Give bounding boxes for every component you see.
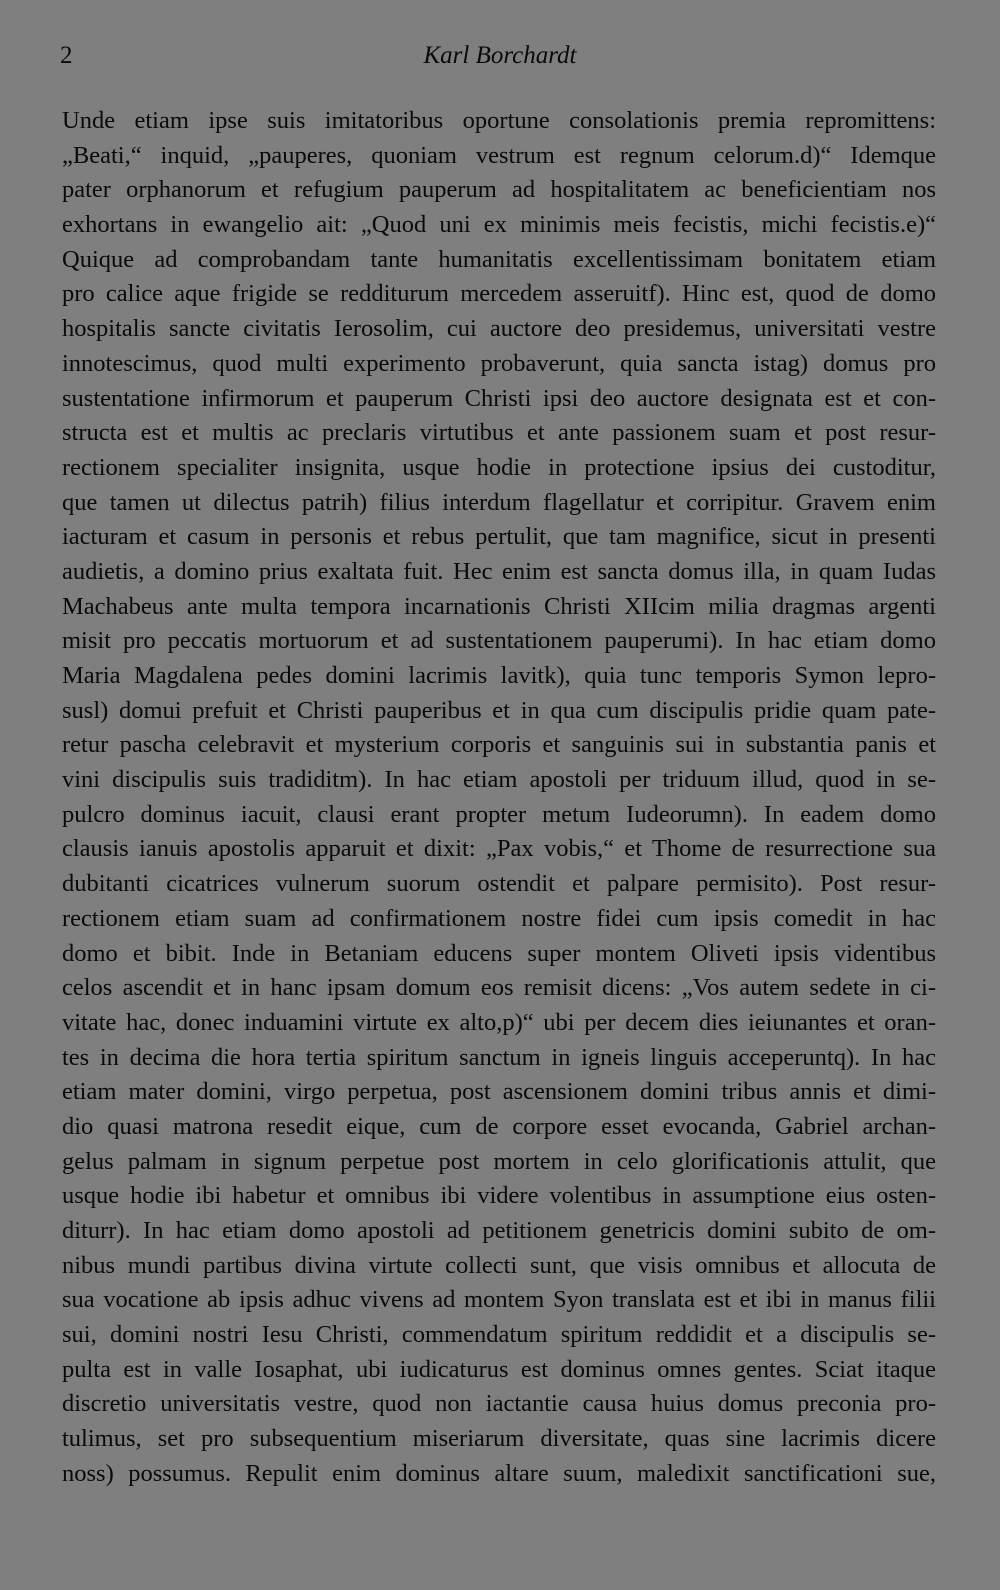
text-line: que tamen ut dilectus patrih) filius interdum flagellatur et corripitur. Gravem enim	[62, 488, 936, 516]
text-line: Quique ad comprobandam tante humanitatis excellentissimam bonitatem etiam	[62, 245, 936, 273]
text-line: retur pascha celebravit et mysterium corporis et sanguinis sui in substantia panis et	[62, 731, 936, 759]
text-line: pater orphanorum et refugium pauperum ad hospitalitatem ac beneficientiam nos	[62, 176, 936, 204]
text-line: innotescimus, quod multi experimento probaverunt, quia sancta istag) domus pro	[62, 349, 936, 377]
text-line: Maria Magdalena pedes domini lacrimis lavitk), quia tunc temporis Symon lepro-	[62, 662, 936, 689]
running-head: Karl Borchardt	[423, 42, 577, 69]
text-line: exhortans in ewangelio ait: „Quod uni ex minimis meis fecistis, michi fecistis.e)“	[62, 211, 936, 239]
text-line: rectionem etiam suam ad confirmationem nostre fidei cum ipsis comedit in hac	[62, 904, 936, 932]
page-number: 2	[60, 42, 73, 69]
text-line: discretio universitatis vestre, quod non iactantie causa huius domus preconia pro-	[62, 1390, 936, 1418]
text-line: sua vocatione ab ipsis adhuc vivens ad montem Syon translata est et ibi in manus filii	[62, 1286, 936, 1314]
text-line: Unde etiam ipse suis imitatoribus oportune consolationis premia repromittens:	[62, 107, 936, 134]
page-header	[0, 38, 1000, 78]
text-line: Machabeus ante multa tempora incarnationis Christi XIIcim milia dragmas argenti	[62, 592, 936, 620]
text-line: clausis ianuis apostolis apparuit et dixit: „Pax vobis,“ et Thome de resurrectione sua	[62, 835, 936, 863]
text-line: usque hodie ibi habetur et omnibus ibi videre volentibus in assumptione eius osten-	[62, 1182, 936, 1210]
text-line: susl) domui prefuit et Christi pauperibus et in qua cum discipulis pridie quam pate-	[62, 696, 936, 724]
text-line: domo et bibit. Inde in Betaniam educens super montem Oliveti ipsis videntibus	[62, 939, 936, 967]
text-line: structa est et multis ac preclaris virtutibus et ante passionem suam et post resur-	[62, 419, 936, 447]
text-line: diturr). In hac etiam domo apostoli ad petitionem genetricis domini subito de om-	[62, 1217, 936, 1244]
text-line: nibus mundi partibus divina virtute collecti sunt, que visis omnibus et allocuta de	[62, 1251, 936, 1279]
text-line: etiam mater domini, virgo perpetua, post ascensionem domini tribus annis et dimi-	[62, 1078, 936, 1106]
text-line: rectionem specialiter insignita, usque hodie in protectione ipsius dei custoditur,	[62, 453, 936, 481]
text-line: iacturam et casum in personis et rebus pertulit, que tam magnifice, sicut in presenti	[62, 523, 936, 551]
text-line: dubitanti cicatrices vulnerum suorum ostendit et palpare permisito). Post resur-	[62, 870, 936, 898]
text-line: „Beati,“ inquid, „pauperes, quoniam vestrum est regnum celorum.d)“ Idemque	[62, 141, 936, 169]
text-line: audietis, a domino prius exaltata fuit. Hec enim est sancta domus illa, in quam Iudas	[62, 557, 936, 585]
text-line: noss) possumus. Repulit enim dominus altare suum, maledixit sanctificationi sue,	[62, 1459, 936, 1487]
text-line: vitate hac, donec induamini virtute ex alto,p)“ ubi per decem dies ieiunantes et oran-	[62, 1008, 936, 1036]
text-line: pulta est in valle Iosaphat, ubi iudicaturus est dominus omnes gentes. Sciat itaque	[62, 1355, 936, 1383]
body-text	[62, 104, 936, 1492]
text-line: celos ascendit et in hanc ipsam domum eos remisit dicens: „Vos autem sedete in ci-	[62, 974, 936, 1002]
text-line: vini discipulis suis tradiditm). In hac etiam apostoli per triduum illud, quod in se-	[62, 766, 936, 794]
text-line: sui, domini nostri Iesu Christi, commendatum spiritum reddidit et a discipulis se-	[62, 1321, 936, 1349]
text-line: pulcro dominus iacuit, clausi erant propter metum Iudeorumn). In eadem domo	[62, 800, 936, 828]
text-line: pro calice aque frigide se redditurum mercedem asseruitf). Hinc est, quod de domo	[62, 280, 936, 308]
text-line: hospitalis sancte civitatis Ierosolim, cui auctore deo presidemus, universitati vestre	[62, 315, 936, 343]
text-line: dio quasi matrona resedit eique, cum de corpore esset evocanda, Gabriel archan-	[62, 1112, 936, 1140]
text-line: gelus palmam in signum perpetue post mortem in celo glorificationis attulit, que	[62, 1147, 936, 1175]
text-line: sustentatione infirmorum et pauperum Christi ipsi deo auctore designata est et con-	[62, 384, 936, 412]
text-line: misit pro peccatis mortuorum et ad sustentationem pauperumi). In hac etiam domo	[62, 627, 936, 655]
text-line: tes in decima die hora tertia spiritum sanctum in igneis linguis acceperuntq). In hac	[62, 1043, 936, 1071]
text-line: tulimus, set pro subsequentium miseriarum diversitate, quas sine lacrimis dicere	[62, 1425, 936, 1453]
